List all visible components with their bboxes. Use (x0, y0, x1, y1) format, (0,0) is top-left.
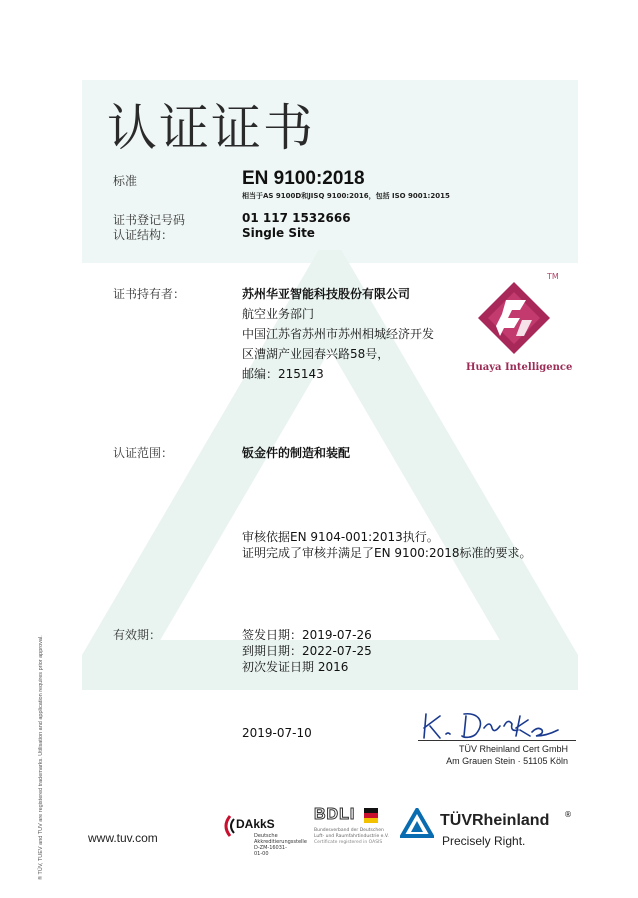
bdli-flag-icon (364, 808, 378, 824)
bdli-brand: BDLI (314, 806, 356, 823)
reg-number-label: 证书登记号码 (113, 213, 186, 227)
dakks-brand: DAkkS (236, 817, 275, 831)
expiry-date: 到期日期：2022-07-25 (242, 644, 372, 658)
standard-label: 标准 (113, 174, 138, 188)
audit-line1: 审核依据EN 9104-001:2013执行。 (242, 530, 439, 544)
standard-equivalence: 相当于AS 9100D和JISQ 9100:2016，包括 ISO 9001:2015 (242, 192, 450, 200)
scope-label: 认证范围： (113, 446, 174, 460)
huaya-logo (462, 270, 573, 380)
tuv-brand: TÜVRheinland (440, 812, 550, 829)
tuv-tagline: Precisely Right. (442, 834, 526, 848)
scope-value: 钣金件的制造和装配 (242, 446, 351, 460)
dakks-line1: Deutsche (254, 833, 278, 839)
holder-department: 航空业务部门 (242, 307, 315, 321)
standard-value: EN 9100:2018 (242, 168, 365, 189)
issuer-address: Am Grauen Stein · 51105 Köln (446, 756, 568, 766)
holder-postcode: 邮编：215143 (242, 367, 324, 381)
holder-label: 证书持有者： (113, 287, 186, 301)
website-link[interactable]: www.tuv.com (88, 831, 158, 845)
huaya-logo-text: Huaya Intelligence (466, 362, 573, 373)
bdli-line1: Bundesverband der Deutschen (314, 828, 384, 833)
reg-number: 01 117 1532666 (242, 211, 351, 225)
tuv-logo (400, 806, 578, 854)
structure-value: Single Site (242, 226, 315, 240)
signature-date: 2019-07-10 (242, 726, 312, 740)
validity-label: 有效期： (113, 628, 162, 642)
bdli-line3: Certificate registered in OASIS (314, 840, 383, 845)
page-title: 认证证书 (107, 99, 315, 157)
huaya-emblem-icon (476, 280, 552, 356)
signature-line (418, 740, 576, 741)
first-issue-date: 初次发证日期 2016 (242, 660, 349, 674)
audit-line2: 证明完成了审核并满足了EN 9100:2018标准的要求。 (242, 546, 532, 560)
structure-label: 认证结构： (113, 228, 174, 242)
holder-address-line1: 中国江苏省苏州市苏州相城经济开发 (242, 327, 435, 341)
tuv-triangle-icon (400, 808, 434, 838)
trademark-side-note: ® TÜV, TUEV and TUV are registered trademarks. Utilisation and application requires prior approval. (38, 635, 44, 880)
signature-icon (420, 708, 570, 742)
dakks-mark-icon (220, 814, 236, 838)
dakks-line2: Akkreditierungsstelle (254, 839, 307, 845)
issue-date: 签发日期：2019-07-26 (242, 628, 372, 642)
holder-company: 苏州华亚智能科技股份有限公司 (242, 287, 411, 301)
dakks-logo (220, 814, 307, 858)
tuv-registered: ® (564, 810, 572, 819)
dakks-line3: D-ZM-16031-01-00 (254, 845, 287, 857)
trademark-mark: TM (547, 272, 559, 281)
bdli-logo (314, 806, 389, 852)
issuer-name: TÜV Rheinland Cert GmbH (458, 744, 568, 754)
holder-address-line2: 区漕湖产业园春兴路58号， (242, 347, 390, 361)
bdli-line2: Luft- und Raumfahrtindustrie e.V. (314, 834, 389, 839)
